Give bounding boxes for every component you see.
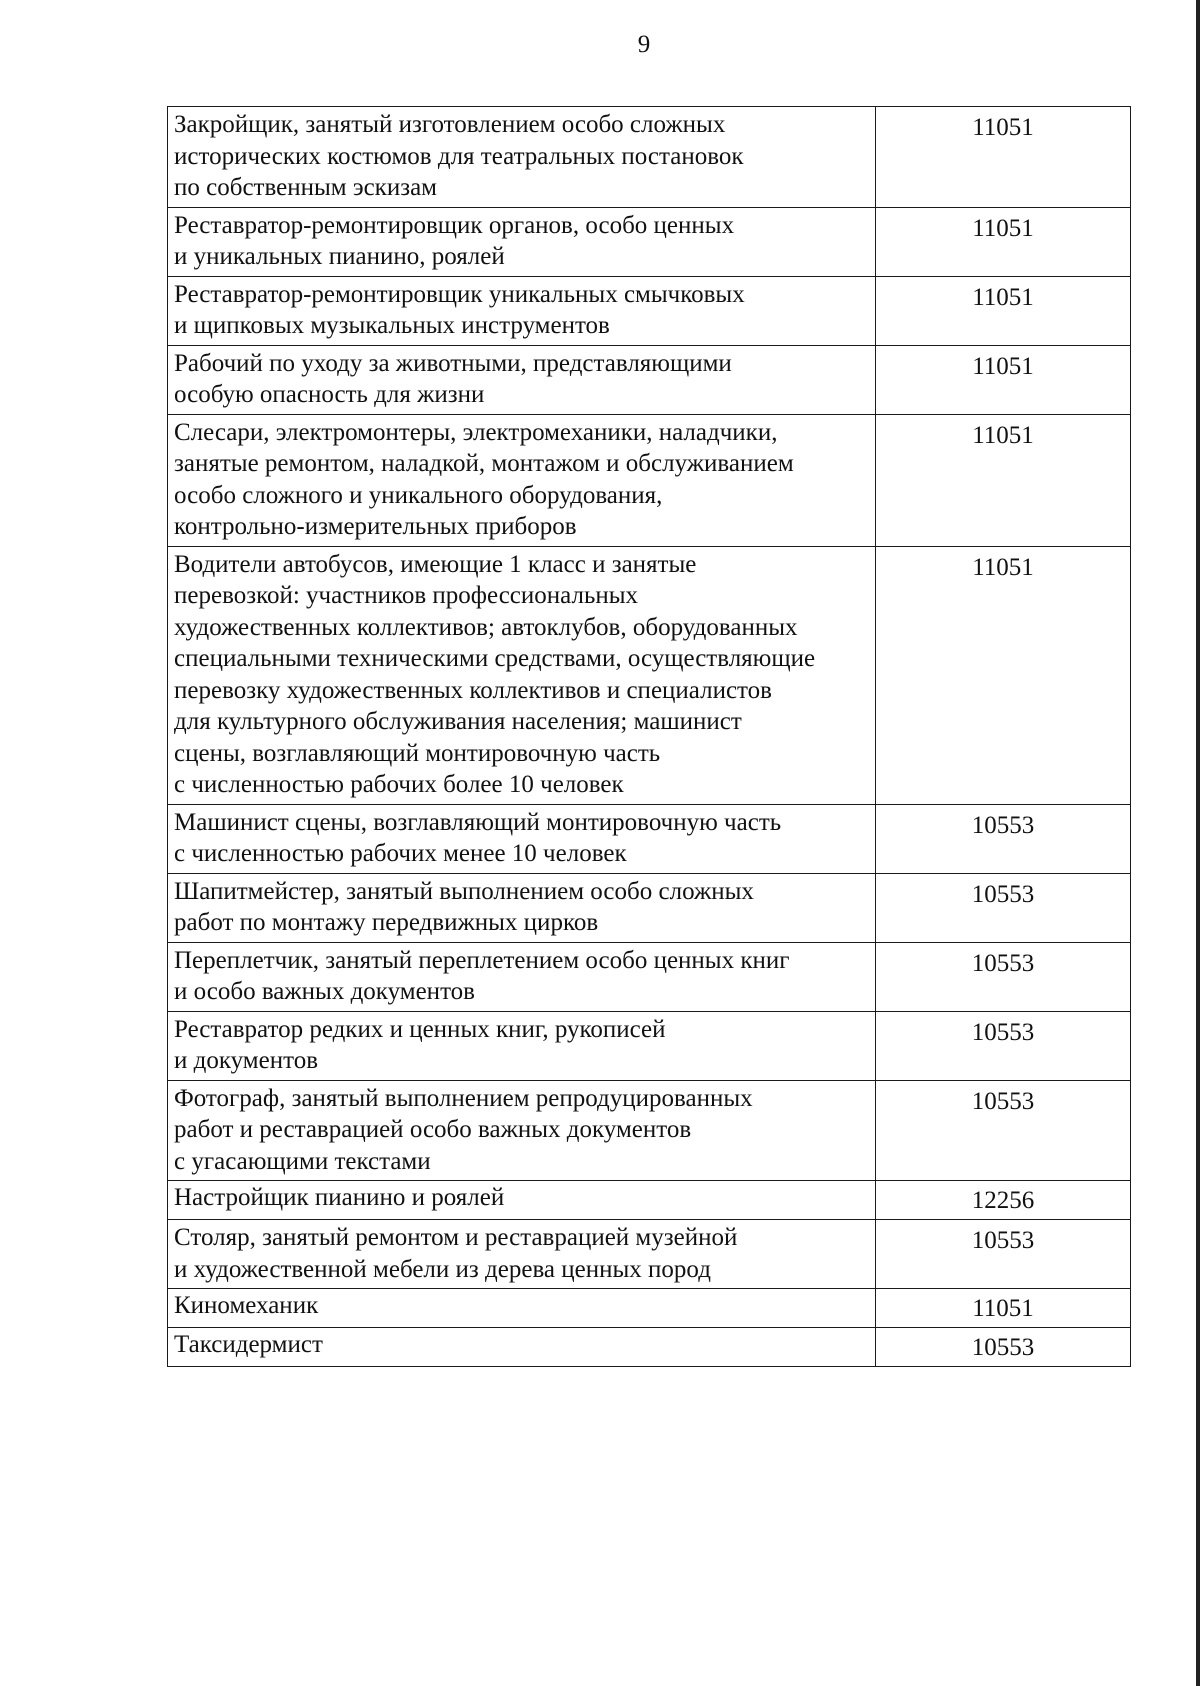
occupation-code: 10553	[876, 1328, 1131, 1367]
occupation-code: 11051	[876, 276, 1131, 345]
table-row	[168, 1011, 1131, 1080]
table-row	[168, 276, 1131, 345]
table-row	[168, 345, 1131, 414]
table-row	[168, 546, 1131, 804]
occupation-name: Машинист сцены, возглавляющий монтировочную часть с численностью рабочих менее 10 человек	[168, 804, 876, 873]
occupation-code: 10553	[876, 1220, 1131, 1289]
table-row	[168, 873, 1131, 942]
occupation-code: 10553	[876, 804, 1131, 873]
table-row	[168, 942, 1131, 1011]
occupation-name: Реставратор-ремонтировщик органов, особо ценных и уникальных пианино, роялей	[168, 207, 876, 276]
occupation-code: 11051	[876, 207, 1131, 276]
occupation-code: 11051	[876, 546, 1131, 804]
occupation-code-table	[167, 106, 1131, 1367]
occupation-code: 10553	[876, 1011, 1131, 1080]
occupation-code: 11051	[876, 1289, 1131, 1328]
occupation-code: 10553	[876, 873, 1131, 942]
occupation-code: 11051	[876, 107, 1131, 208]
occupation-name: Закройщик, занятый изготовлением особо сложных исторических костюмов для театральных постановок по собственным эскизам	[168, 107, 876, 208]
table-row	[168, 804, 1131, 873]
scan-edge-line	[1196, 0, 1200, 1686]
occupation-name: Реставратор-ремонтировщик уникальных смычковых и щипковых музыкальных инструментов	[168, 276, 876, 345]
table-row	[168, 1289, 1131, 1328]
occupation-name: Слесари, электромонтеры, электромеханики, наладчики, занятые ремонтом, наладкой, монтажом и обслуживанием особо сложного и уникального оборудования, контрольно-измерительных приборов	[168, 414, 876, 546]
occupation-code: 12256	[876, 1181, 1131, 1220]
occupation-name: Переплетчик, занятый переплетением особо ценных книг и особо важных документов	[168, 942, 876, 1011]
table-row	[168, 1220, 1131, 1289]
occupation-code: 11051	[876, 345, 1131, 414]
occupation-name: Столяр, занятый ремонтом и реставрацией музейной и художественной мебели из дерева ценных пород	[168, 1220, 876, 1289]
occupation-name: Настройщик пианино и роялей	[168, 1181, 876, 1220]
occupation-name: Реставратор редких и ценных книг, рукописей и документов	[168, 1011, 876, 1080]
occupation-name: Фотограф, занятый выполнением репродуцированных работ и реставрацией особо важных документов с угасающими текстами	[168, 1080, 876, 1181]
occupation-name: Шапитмейстер, занятый выполнением особо сложных работ по монтажу передвижных цирков	[168, 873, 876, 942]
occupation-code: 11051	[876, 414, 1131, 546]
occupation-name: Киномеханик	[168, 1289, 876, 1328]
table-row	[168, 207, 1131, 276]
table-row	[168, 1328, 1131, 1367]
occupation-code: 10553	[876, 942, 1131, 1011]
table-row	[168, 414, 1131, 546]
occupation-name: Рабочий по уходу за животными, представляющими особую опасность для жизни	[168, 345, 876, 414]
table-row	[168, 107, 1131, 208]
occupation-name: Водители автобусов, имеющие 1 класс и занятые перевозкой: участников профессиональных художественных коллективов; автоклубов, оборудованных специальными техническими средствами, осуществляющие перевозку художественных коллективов и специалистов для культурного обслуживания населения; машинист сцены, возглавляющий монтировочную часть с численностью рабочих более 10 человек	[168, 546, 876, 804]
occupation-name: Таксидермист	[168, 1328, 876, 1367]
page-number: 9	[637, 31, 651, 58]
table-row	[168, 1181, 1131, 1220]
table-row	[168, 1080, 1131, 1181]
occupation-code: 10553	[876, 1080, 1131, 1181]
table-body	[168, 107, 1131, 1367]
